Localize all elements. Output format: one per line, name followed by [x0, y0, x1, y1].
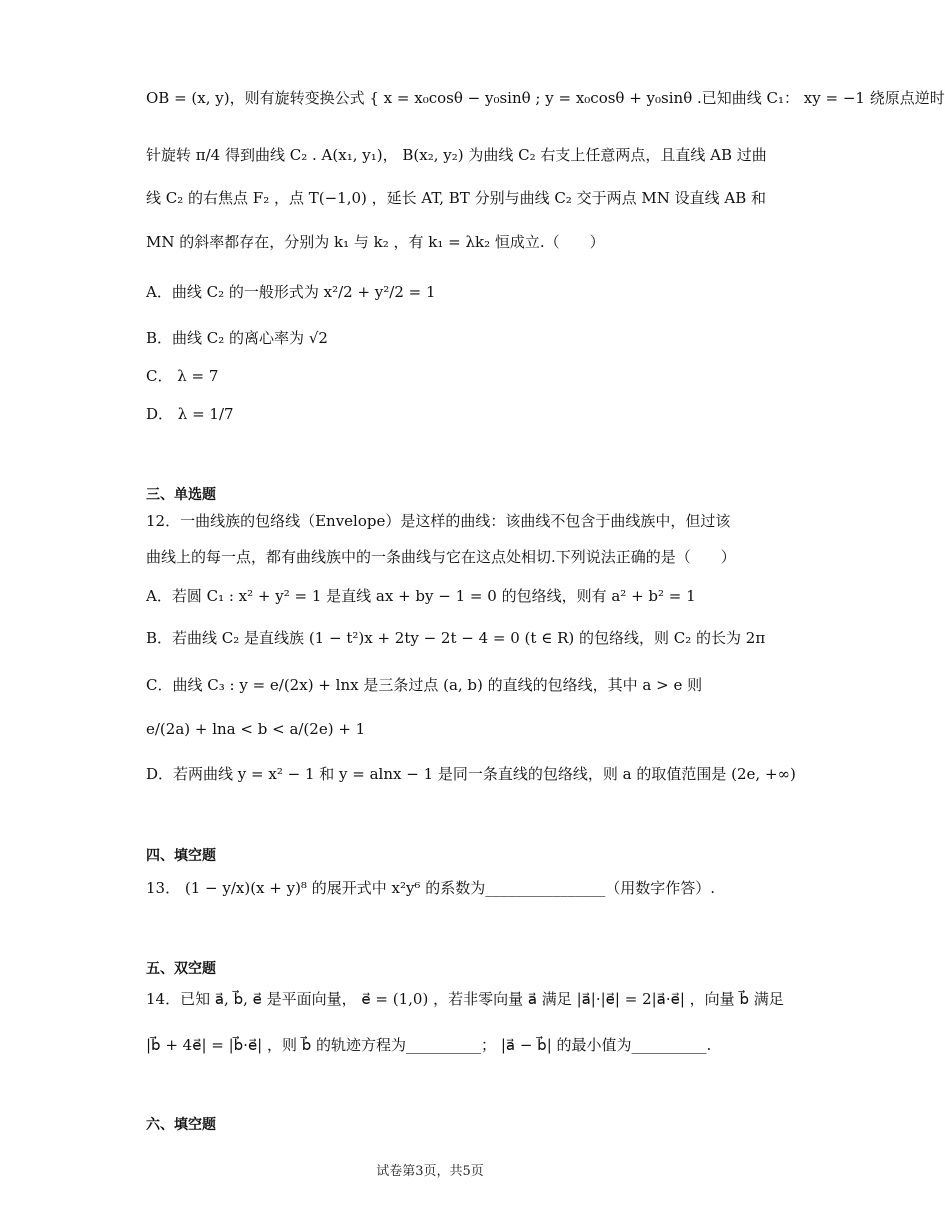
q12-option-a: A．若圆 C₁ : x² + y² = 1 是直线 ax + by − 1 = 0 的包络线，则有 a² + b² = 1	[146, 587, 696, 605]
section-title-single-choice: 三、单选题	[146, 487, 216, 503]
q14-line1: 14．已知 a⃗, b⃗, e⃗ 是平面向量， e⃗ = (1,0) ，若非零向量 a⃗ 满足 |a⃗|·|e⃗| = 2|a⃗·e⃗| ，向量 b⃗ 满足	[146, 990, 784, 1008]
section-title-fill-blank-2: 六、填空题	[146, 1117, 216, 1133]
q13-text: 13． (1 − y/x)(x + y)⁸ 的展开式中 x²y⁶ 的系数为________________（用数字作答）.	[146, 879, 715, 897]
q11-line2: 针旋转 π/4 得到曲线 C₂ . A(x₁, y₁)， B(x₂, y₂) 为曲线 C₂ 右支上任意两点，且直线 AB 过曲	[146, 146, 767, 164]
q12-line1: 12．一曲线族的包络线（Envelope）是这样的曲线：该曲线不包含于曲线族中，但过该	[146, 512, 731, 530]
q11-line1: OB = (x, y)，则有旋转变换公式 { x = x₀cosθ − y₀sinθ ; y = x₀cosθ + y₀sinθ .已知曲线 C₁： xy = −1 绕原点逆时	[146, 89, 945, 107]
q12-option-d: D．若两曲线 y = x² − 1 和 y = alnx − 1 是同一条直线的包络线，则 a 的取值范围是 (2e, +∞)	[146, 765, 796, 783]
q11-option-a: A．曲线 C₂ 的一般形式为 x²/2 + y²/2 = 1	[146, 283, 436, 301]
q11-line3: 线 C₂ 的右焦点 F₂ ，点 T(−1,0) ，延长 AT, BT 分别与曲线 C₂ 交于两点 MN 设直线 AB 和	[146, 189, 767, 207]
q11-option-c: C． λ = 7	[146, 367, 219, 385]
q11-line4: MN 的斜率都存在，分别为 k₁ 与 k₂ ，有 k₁ = λk₂ 恒成立.（ ）	[146, 233, 605, 251]
q14-line2: |b⃗ + 4e⃗| = |b⃗·e⃗| ，则 b⃗ 的轨迹方程为__________； |a⃗ − b⃗| 的最小值为__________.	[146, 1036, 712, 1054]
q12-option-c-line2: e/(2a) + lna < b < a/(2e) + 1	[146, 720, 366, 738]
section-title-double-blank: 五、双空题	[146, 961, 216, 977]
section-title-fill-blank: 四、填空题	[146, 848, 216, 864]
q12-line2: 曲线上的每一点，都有曲线族中的一条曲线与它在这点处相切.下列说法正确的是（ ）	[146, 548, 736, 566]
q12-option-b: B．若曲线 C₂ 是直线族 (1 − t²)x + 2ty − 2t − 4 = 0 (t ∈ R) 的包络线，则 C₂ 的长为 2π	[146, 629, 766, 647]
q11-option-b: B．曲线 C₂ 的离心率为 √2	[146, 329, 328, 347]
q12-option-c-line1: C．曲线 C₃ : y = e/(2x) + lnx 是三条过点 (a, b) 的直线的包络线，其中 a > e 则	[146, 676, 703, 694]
page-footer: 试卷第3页，共5页	[376, 1164, 484, 1179]
q11-option-d: D． λ = 1/7	[146, 405, 234, 423]
